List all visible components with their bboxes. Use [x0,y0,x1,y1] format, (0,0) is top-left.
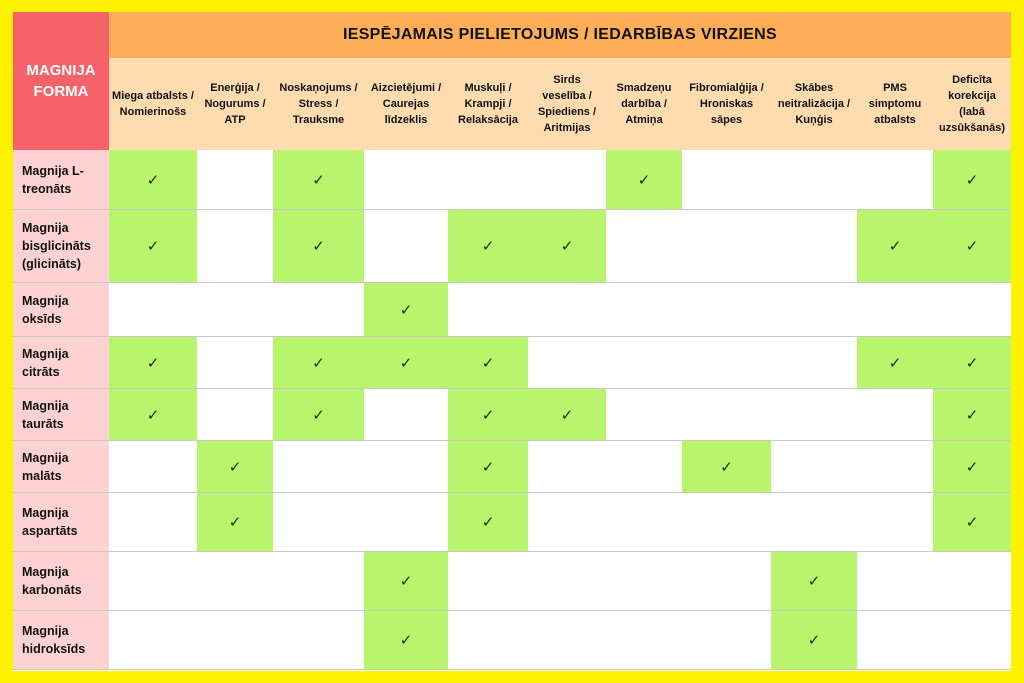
check-cell [933,150,1011,210]
column-header: Muskuļi / Krampji / Relaksācija [448,58,528,150]
column-header: Deficīta korekcija (labā uzsūkšanās) [933,58,1011,150]
empty-cell [606,611,682,670]
check-cell [364,552,448,611]
checkmark-icon: ✓ [965,170,979,189]
check-cell [109,210,197,283]
magnesium-forms-table [13,12,1011,671]
empty-cell [857,150,933,210]
empty-cell [273,283,364,337]
column-header: Smadzeņu darbība / Atmiņa [606,58,682,150]
check-cell [933,493,1011,552]
checkmark-icon: ✓ [807,572,821,590]
empty-cell [528,337,606,389]
row-header: Magnija L-treonāts [13,150,109,210]
empty-cell [364,389,448,441]
column-header: Miega atbalsts / Nomierinošs [109,58,197,150]
checkmark-icon: ✓ [481,353,495,372]
row-header: Magnija karbonāts [13,552,109,611]
check-cell [364,611,448,670]
checkmark-icon: ✓ [312,353,325,372]
empty-cell [771,441,857,493]
empty-cell [273,611,364,670]
empty-cell [197,210,273,283]
empty-cell [364,150,448,210]
check-cell [448,441,528,493]
column-header: Enerģija / Nogurums / ATP [197,58,273,150]
checkmark-icon: ✓ [312,405,325,424]
check-cell [528,210,606,283]
empty-cell [273,552,364,611]
empty-cell [109,611,197,670]
check-cell [448,389,528,441]
check-cell [364,337,448,389]
empty-cell [448,611,528,670]
empty-cell [933,611,1011,670]
column-header: Noskaņojums / Stress / Trauksme [273,58,364,150]
empty-cell [197,150,273,210]
checkmark-icon: ✓ [146,353,160,372]
empty-cell [682,389,771,441]
empty-cell [364,210,448,283]
empty-cell [197,283,273,337]
empty-cell [109,493,197,552]
empty-cell [857,493,933,552]
check-cell [933,210,1011,283]
table-title: IESPĒJAMAIS PIELIETOJUMS / IEDARBĪBAS VIRZIENS [109,12,1011,58]
empty-cell [857,611,933,670]
check-cell [109,150,197,210]
empty-cell [197,611,273,670]
empty-cell [109,441,197,493]
checkmark-icon: ✓ [312,170,325,189]
empty-cell [528,150,606,210]
row-header: Magnija citrāts [13,337,109,389]
checkmark-icon: ✓ [146,405,160,424]
checkmark-icon: ✓ [146,170,160,189]
empty-cell [197,552,273,611]
row-header: Magnija taurāts [13,389,109,441]
checkmark-icon: ✓ [720,457,733,476]
check-cell [448,337,528,389]
column-header: Sirds veselība / Spiediens / Aritmijas [528,58,606,150]
checkmark-icon: ✓ [481,405,495,424]
empty-cell [857,552,933,611]
empty-cell [682,283,771,337]
check-cell [528,389,606,441]
checkmark-icon: ✓ [560,405,574,424]
check-cell [933,441,1011,493]
empty-cell [771,337,857,389]
check-cell [197,493,273,552]
empty-cell [682,337,771,389]
empty-cell [682,210,771,283]
checkmark-icon: ✓ [481,457,495,476]
row-header: Magnija malāts [13,441,109,493]
check-cell [771,552,857,611]
check-cell [933,389,1011,441]
checkmark-icon: ✓ [965,457,979,476]
checkmark-icon: ✓ [312,237,325,255]
row-header: Magnija aspartāts [13,493,109,552]
checkmark-icon: ✓ [399,300,413,319]
check-cell [273,337,364,389]
column-header: Fibromialģija / Hroniskas sāpes [682,58,771,150]
empty-cell [682,493,771,552]
checkmark-icon: ✓ [807,631,821,649]
empty-cell [857,283,933,337]
empty-cell [528,441,606,493]
checkmark-icon: ✓ [399,631,413,649]
check-cell [273,210,364,283]
check-cell [933,337,1011,389]
empty-cell [682,150,771,210]
empty-cell [448,552,528,611]
empty-cell [857,441,933,493]
empty-cell [273,441,364,493]
empty-cell [771,210,857,283]
check-cell [448,493,528,552]
column-header: Aizcietējumi / Caurejas līdzeklis [364,58,448,150]
empty-cell [109,552,197,611]
empty-cell [273,493,364,552]
checkmark-icon: ✓ [888,237,902,255]
empty-cell [528,552,606,611]
check-cell [857,337,933,389]
column-header: Skābes neitralizācija / Kuņģis [771,58,857,150]
checkmark-icon: ✓ [228,513,242,531]
row-header: Magnija hidroksīds [13,611,109,670]
row-header: Magnija oksīds [13,283,109,337]
empty-cell [771,283,857,337]
checkmark-icon: ✓ [399,572,413,590]
check-cell [606,150,682,210]
check-cell [109,389,197,441]
empty-cell [197,389,273,441]
empty-cell [109,283,197,337]
check-cell [682,441,771,493]
empty-cell [606,552,682,611]
corner-header: MAGNIJA FORMA [13,12,109,150]
checkmark-icon: ✓ [965,513,979,531]
row-header: Magnija bisglicināts (glicināts) [13,210,109,283]
empty-cell [771,150,857,210]
check-cell [109,337,197,389]
empty-cell [364,441,448,493]
checkmark-icon: ✓ [965,237,979,255]
check-cell [273,389,364,441]
checkmark-icon: ✓ [637,170,651,189]
checkmark-icon: ✓ [965,353,979,372]
empty-cell [857,389,933,441]
check-cell [857,210,933,283]
checkmark-icon: ✓ [399,353,413,372]
empty-cell [606,210,682,283]
empty-cell [606,337,682,389]
empty-cell [364,493,448,552]
checkmark-icon: ✓ [560,237,574,255]
empty-cell [771,493,857,552]
empty-cell [606,493,682,552]
column-header: PMS simptomu atbalsts [857,58,933,150]
checkmark-icon: ✓ [481,237,495,255]
check-cell [364,283,448,337]
empty-cell [606,389,682,441]
checkmark-icon: ✓ [965,405,979,424]
empty-cell [771,389,857,441]
check-cell [273,150,364,210]
empty-cell [682,552,771,611]
check-cell [771,611,857,670]
checkmark-icon: ✓ [481,513,495,531]
empty-cell [606,441,682,493]
empty-cell [448,150,528,210]
empty-cell [606,283,682,337]
empty-cell [528,493,606,552]
empty-cell [528,611,606,670]
check-cell [197,441,273,493]
empty-cell [197,337,273,389]
check-cell [448,210,528,283]
empty-cell [682,611,771,670]
empty-cell [528,283,606,337]
checkmark-icon: ✓ [888,353,902,372]
checkmark-icon: ✓ [146,237,160,255]
empty-cell [933,283,1011,337]
empty-cell [933,552,1011,611]
empty-cell [448,283,528,337]
checkmark-icon: ✓ [228,457,242,476]
